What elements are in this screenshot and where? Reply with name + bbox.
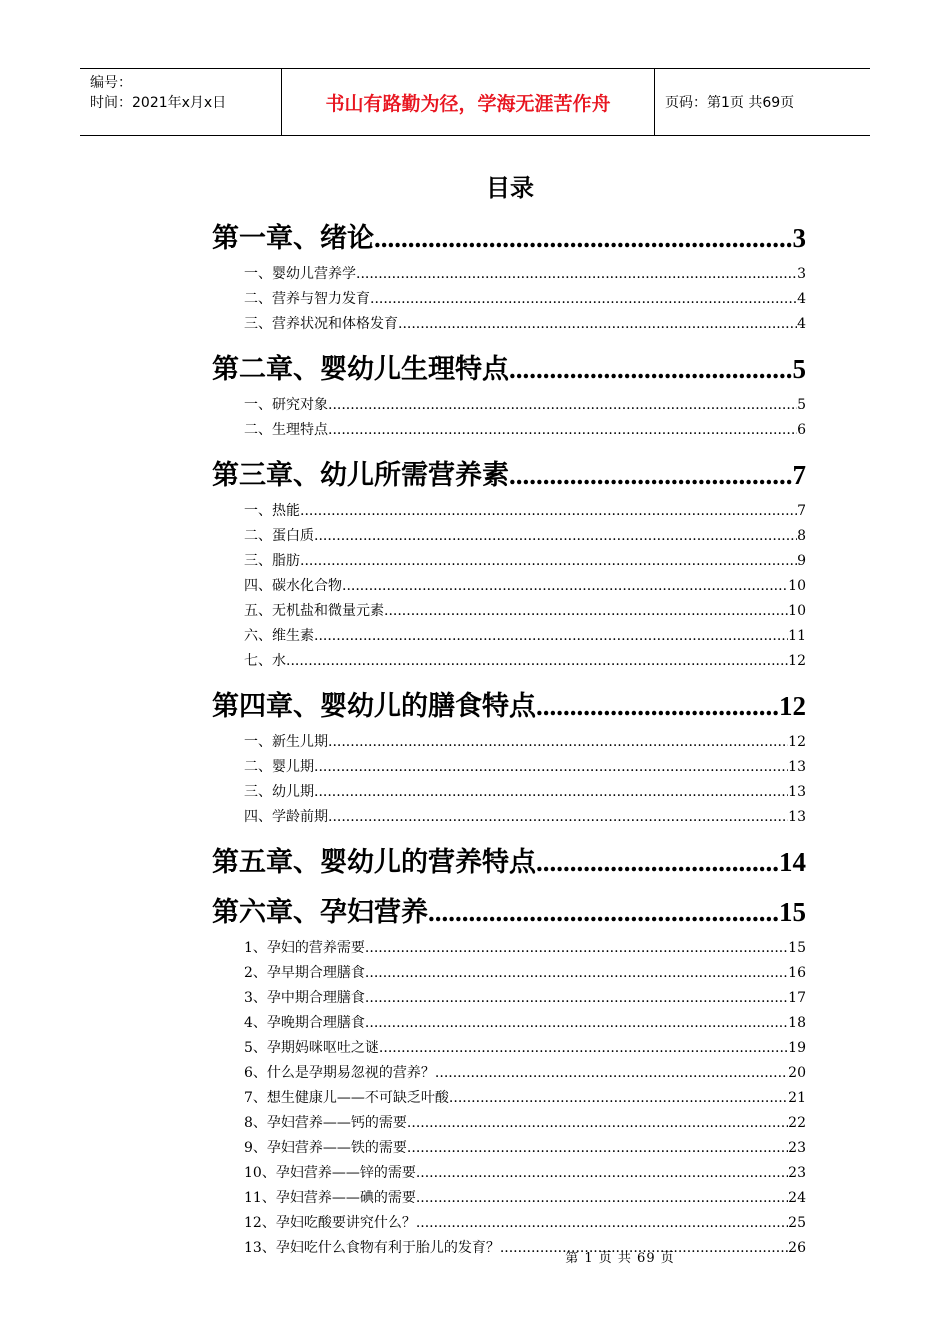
toc-page-number: 7 [797, 503, 806, 519]
toc-page-number: 10 [788, 578, 806, 594]
toc-page-number: 13 [788, 759, 806, 775]
toc-entry-title: 六、维生素 [244, 628, 314, 644]
toc-page-number: 5 [797, 397, 806, 413]
toc-dot-leader [407, 1111, 788, 1136]
toc-section-entry[interactable] [244, 649, 806, 674]
header-time-label: 时间：2021年x月x日 [90, 95, 227, 111]
toc-section-entry[interactable] [244, 624, 806, 649]
toc-dot-leader [356, 262, 797, 287]
toc-section-entry[interactable] [244, 936, 806, 961]
toc-dot-leader [416, 1211, 788, 1236]
toc-dot-leader [328, 393, 797, 418]
toc-section-entry[interactable] [244, 1036, 806, 1061]
toc-dot-leader [365, 961, 788, 986]
toc-dot-leader [365, 986, 788, 1011]
toc-page-number: 23 [788, 1140, 806, 1156]
toc-dot-leader [342, 574, 788, 599]
toc-section-entry[interactable] [244, 418, 806, 443]
toc-entry-title: 一、婴幼儿营养学 [244, 266, 356, 282]
toc-dot-leader [328, 805, 788, 830]
toc-entry-title: 8、孕妇营养——钙的需要 [244, 1115, 407, 1131]
toc-page-number: 14 [779, 847, 806, 877]
toc-entry-title: 7、想生健康儿——不可缺乏叶酸 [244, 1090, 449, 1106]
toc-entry-title: 三、幼儿期 [244, 784, 314, 800]
toc-page-number: 24 [788, 1190, 806, 1206]
toc-entry-title: 第四章、婴幼儿的膳食特点 [212, 691, 536, 722]
toc-entry-title: 二、蛋白质 [244, 528, 314, 544]
toc-section-entry[interactable] [244, 961, 806, 986]
toc-entry-title: 9、孕妇营养——铁的需要 [244, 1140, 407, 1156]
toc-page-number: 20 [788, 1065, 806, 1081]
toc-section-entry[interactable] [244, 574, 806, 599]
toc-section-entry[interactable] [244, 1161, 806, 1186]
toc-page-number: 26 [788, 1240, 806, 1256]
toc-dot-leader [509, 345, 793, 393]
toc-dot-leader [300, 549, 797, 574]
toc-entry-title: 二、营养与智力发育 [244, 291, 370, 307]
header-number-label: 编号： [90, 75, 132, 91]
toc-dot-leader [435, 1061, 788, 1086]
toc-section-entry[interactable] [244, 549, 806, 574]
toc-entry-title: 11、孕妇营养——碘的需要 [244, 1190, 416, 1206]
toc-entry-title: 13、孕妇吃什么食物有利于胎儿的发育？ [244, 1240, 500, 1256]
toc-page-number: 4 [797, 316, 806, 332]
toc-dot-leader [374, 214, 793, 262]
toc-section-entry[interactable] [244, 986, 806, 1011]
toc-page-number: 9 [797, 553, 806, 569]
toc-section-entry[interactable] [244, 262, 806, 287]
toc-entry-title: 12、孕妇吃酸要讲究什么？ [244, 1215, 416, 1231]
toc-page-number: 12 [788, 653, 806, 669]
toc-entry-title: 三、脂肪 [244, 553, 300, 569]
toc-chapter-entry[interactable] [212, 345, 806, 393]
toc-section-entry[interactable] [244, 1136, 806, 1161]
toc-page-number: 18 [788, 1015, 806, 1031]
toc-entry-title: 二、生理特点 [244, 422, 328, 438]
toc-section-entry[interactable] [244, 393, 806, 418]
toc-page-number: 10 [788, 603, 806, 619]
toc-section-entry[interactable] [244, 1186, 806, 1211]
toc-section-entry[interactable] [244, 805, 806, 830]
toc-dot-leader [449, 1086, 788, 1111]
toc-section-entry[interactable] [244, 1061, 806, 1086]
toc-chapter-entry[interactable] [212, 682, 806, 730]
toc-entry-title: 一、热能 [244, 503, 300, 519]
toc-chapter-entry[interactable] [212, 214, 806, 262]
toc-entry-title: 七、水 [244, 653, 286, 669]
toc-dot-leader [536, 838, 779, 886]
toc-dot-leader [314, 524, 797, 549]
toc-page-number: 21 [788, 1090, 806, 1106]
toc-entry-title: 二、婴儿期 [244, 759, 314, 775]
toc-page-number: 15 [788, 940, 806, 956]
toc-dot-leader [536, 682, 779, 730]
toc-entry-title: 四、学龄前期 [244, 809, 328, 825]
toc-section-entry[interactable] [244, 755, 806, 780]
toc-entry-title: 3、孕中期合理膳食 [244, 990, 365, 1006]
toc-page-number: 16 [788, 965, 806, 981]
toc-entry-title: 6、什么是孕期易忽视的营养？ [244, 1065, 435, 1081]
toc-entry-title: 第五章、婴幼儿的营养特点 [212, 847, 536, 878]
toc-page-number: 13 [788, 784, 806, 800]
toc-page-number: 8 [797, 528, 806, 544]
toc-dot-leader [384, 599, 788, 624]
toc-page-number: 15 [779, 897, 806, 927]
toc-entry-title: 四、碳水化合物 [244, 578, 342, 594]
toc-dot-leader [398, 312, 797, 337]
toc-entry-title: 三、营养状况和体格发育 [244, 316, 398, 332]
toc-page-number: 4 [797, 291, 806, 307]
toc-title: 目录 [486, 174, 534, 202]
page-footer: 第 1 页 共 69 页 [565, 1251, 675, 1266]
toc-section-entry[interactable] [244, 730, 806, 755]
toc-entry-title: 4、孕晚期合理膳食 [244, 1015, 365, 1031]
toc-page-number: 3 [792, 223, 806, 253]
header-page-info: 页码：第1页 共69页 [665, 95, 795, 111]
toc-dot-leader [428, 888, 779, 936]
toc-entry-title: 第二章、婴幼儿生理特点 [212, 354, 509, 385]
toc-entry-title: 2、孕早期合理膳食 [244, 965, 365, 981]
toc-entry-title: 第六章、孕妇营养 [212, 897, 428, 928]
toc-page-number: 7 [792, 460, 806, 490]
toc-dot-leader [509, 451, 793, 499]
toc-dot-leader [379, 1036, 788, 1061]
toc-page-number: 11 [788, 628, 806, 644]
toc-entry-title: 第三章、幼儿所需营养素 [212, 460, 509, 491]
toc-page-number: 23 [788, 1165, 806, 1181]
table-of-contents [212, 212, 806, 1261]
toc-page-number: 12 [779, 691, 806, 721]
toc-page-number: 25 [788, 1215, 806, 1231]
toc-page-number: 22 [788, 1115, 806, 1131]
toc-entry-title: 10、孕妇营养——锌的需要 [244, 1165, 416, 1181]
toc-section-entry[interactable] [244, 287, 806, 312]
toc-section-entry[interactable] [244, 780, 806, 805]
toc-section-entry[interactable] [244, 1111, 806, 1136]
toc-section-entry[interactable] [244, 1011, 806, 1036]
toc-entry-title: 五、无机盐和微量元素 [244, 603, 384, 619]
toc-section-entry[interactable] [244, 1211, 806, 1236]
toc-section-entry[interactable] [244, 312, 806, 337]
toc-section-entry[interactable] [244, 499, 806, 524]
toc-page-number: 5 [792, 354, 806, 384]
toc-dot-leader [407, 1136, 788, 1161]
toc-section-entry[interactable] [244, 599, 806, 624]
toc-dot-leader [416, 1161, 788, 1186]
page-header [80, 68, 870, 136]
toc-chapter-entry[interactable] [212, 888, 806, 936]
toc-dot-leader [314, 624, 788, 649]
toc-page-number: 19 [788, 1040, 806, 1056]
toc-page-number: 17 [788, 990, 806, 1006]
toc-page-number: 6 [797, 422, 806, 438]
toc-page-number: 12 [788, 734, 806, 750]
toc-dot-leader [365, 1011, 788, 1036]
toc-dot-leader [365, 936, 788, 961]
toc-chapter-entry[interactable] [212, 451, 806, 499]
toc-entry-title: 5、孕期妈咪呕吐之谜 [244, 1040, 379, 1056]
header-motto: 书山有路勤为径，学海无涯苦作舟 [282, 69, 655, 135]
header-meta [80, 69, 282, 135]
toc-entry-title: 1、孕妇的营养需要 [244, 940, 365, 956]
toc-entry-title: 一、研究对象 [244, 397, 328, 413]
toc-section-entry[interactable] [244, 524, 806, 549]
toc-dot-leader [314, 755, 788, 780]
toc-entry-title: 第一章、绪论 [212, 223, 374, 254]
toc-dot-leader [370, 287, 797, 312]
toc-chapter-entry[interactable] [212, 838, 806, 886]
toc-page-number: 3 [797, 266, 806, 282]
toc-dot-leader [416, 1186, 788, 1211]
toc-page-number: 13 [788, 809, 806, 825]
toc-dot-leader [328, 418, 797, 443]
toc-entry-title: 一、新生儿期 [244, 734, 328, 750]
toc-dot-leader [314, 780, 788, 805]
toc-section-entry[interactable] [244, 1086, 806, 1111]
toc-dot-leader [328, 730, 788, 755]
toc-dot-leader [300, 499, 797, 524]
toc-dot-leader [286, 649, 788, 674]
